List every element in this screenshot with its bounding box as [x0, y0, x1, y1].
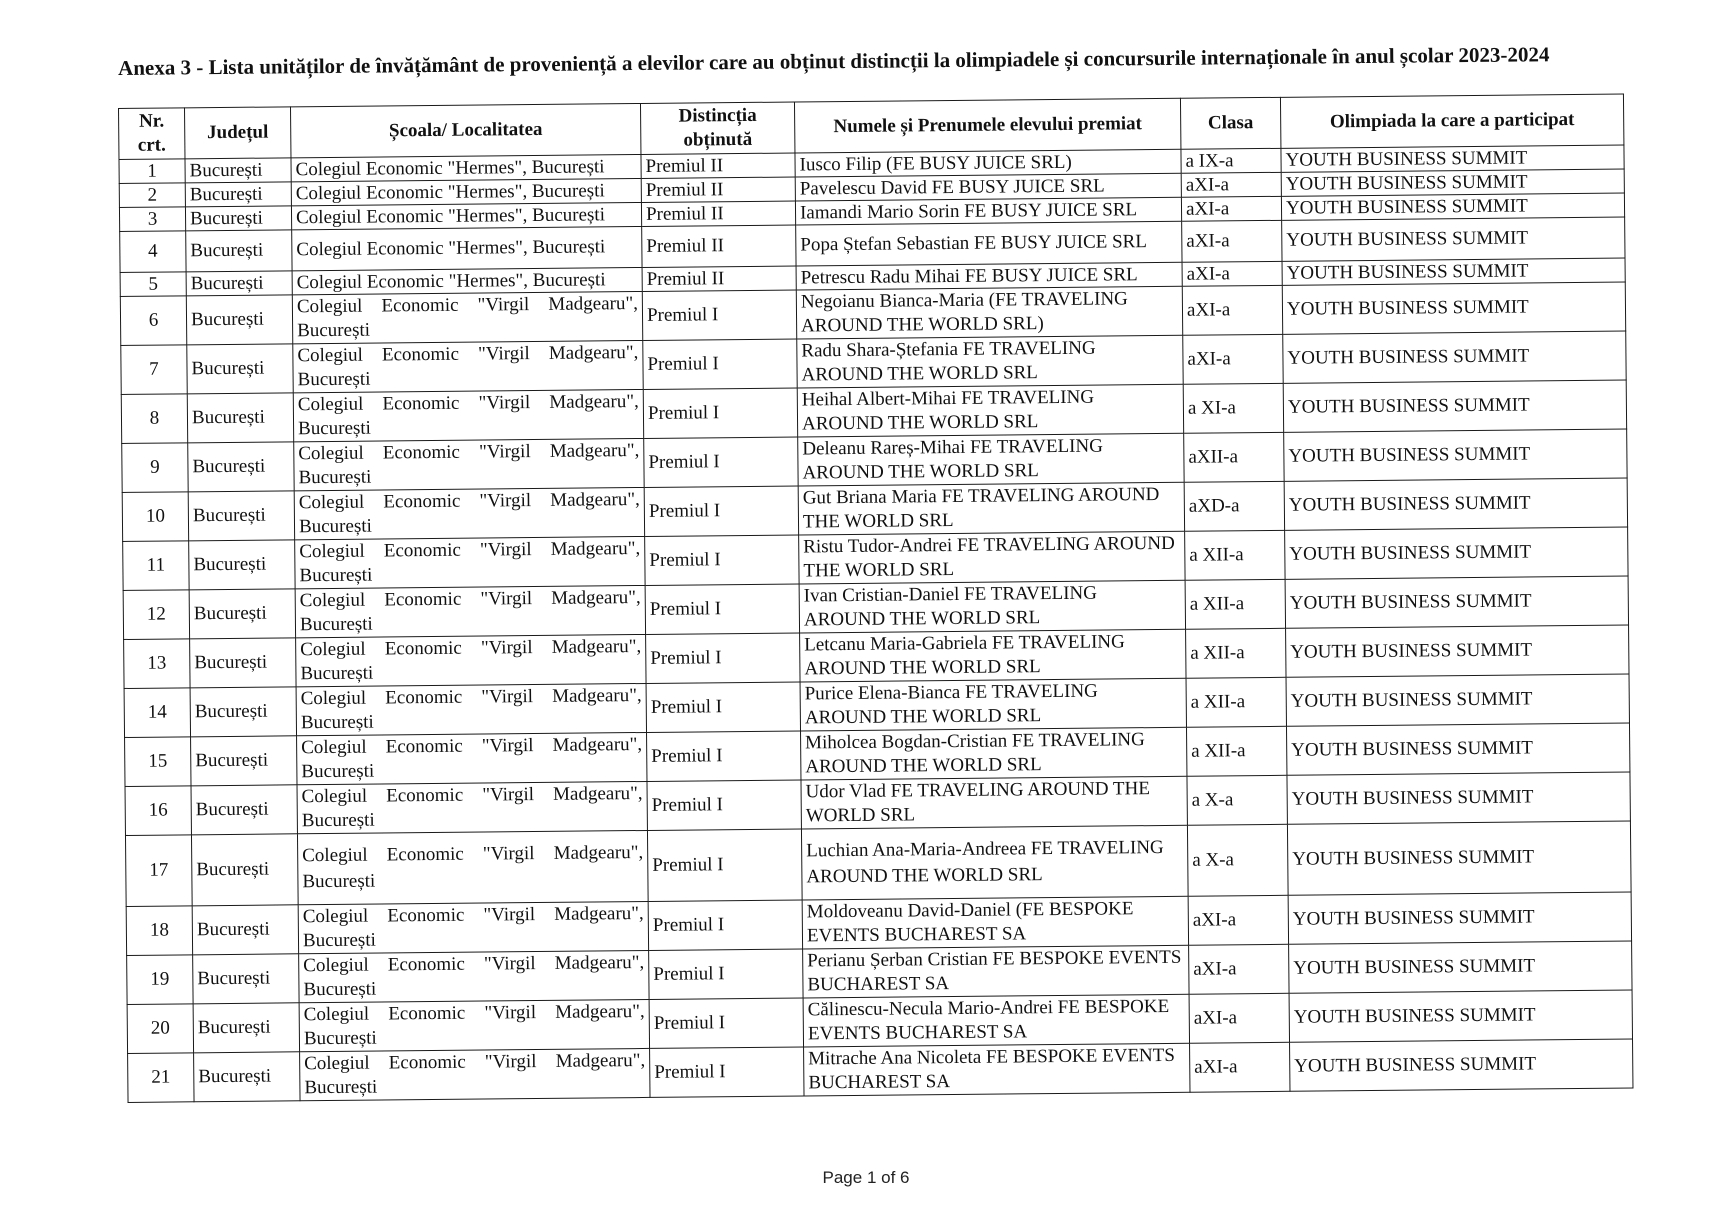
cell-nr: 3 [119, 207, 185, 232]
cell-judet: București [191, 736, 297, 786]
cell-clasa: a IX-a [1181, 148, 1281, 173]
cell-olimpiada: YOUTH BUSINESS SUMMIT [1286, 625, 1629, 677]
cell-olimpiada: YOUTH BUSINESS SUMMIT [1282, 282, 1625, 334]
cell-nume: Călinescu-Necula Mario-Andrei FE BESPOKE EVENTS BUCHAREST SA [803, 994, 1189, 1047]
cell-judet: București [186, 230, 292, 272]
table-body [119, 145, 1633, 1102]
cell-scoala: Colegiul Economic "Virgil Madgearu", București [295, 585, 645, 637]
cell-nume: Purice Elena-Bianca FE TRAVELING AROUND THE WORLD SRL [800, 678, 1186, 731]
cell-nume: Ristu Tudor-Andrei FE TRAVELING AROUND THE WORLD SRL [799, 531, 1185, 584]
cell-distinctia: Premiul II [641, 177, 795, 202]
cell-nume: Ivan Cristian-Daniel FE TRAVELING AROUND THE WORLD SRL [799, 580, 1185, 633]
cell-nume: Popa Ștefan Sebastian FE BUSY JUICE SRL [796, 221, 1182, 266]
cell-distinctia: Premiul I [642, 290, 796, 340]
cell-scoala: Colegiul Economic "Virgil Madgearu", București [296, 683, 646, 735]
cell-distinctia: Premiul II [642, 266, 796, 291]
cell-clasa: aXI-a [1183, 334, 1283, 384]
cell-judet: București [185, 158, 291, 183]
cell-judet: București [188, 491, 294, 541]
cell-nr: 17 [125, 835, 192, 907]
cell-distinctia: Premiul I [644, 486, 798, 536]
cell-olimpiada: YOUTH BUSINESS SUMMIT [1283, 380, 1626, 432]
cell-judet: București [185, 182, 291, 207]
cell-judet: București [193, 954, 299, 1004]
cell-judet: București [188, 442, 294, 492]
page-footer: Page 1 of 6 [822, 1168, 910, 1187]
cell-nume: Deleanu Rareș-Mihai FE TRAVELING AROUND THE WORLD SRL [798, 433, 1184, 486]
cell-judet: București [187, 344, 293, 394]
cell-clasa: aXI-a [1188, 895, 1288, 945]
cell-olimpiada: YOUTH BUSINESS SUMMIT [1289, 990, 1632, 1042]
header-distinctia: Distincția obținută [640, 102, 794, 154]
cell-clasa: aXI-a [1190, 1042, 1290, 1092]
cell-clasa: aXII-a [1184, 432, 1284, 482]
cell-judet: București [193, 1003, 299, 1053]
cell-scoala: Colegiul Economic "Virgil Madgearu", București [293, 389, 643, 441]
cell-nume: Udor Vlad FE TRAVELING AROUND THE WORLD SRL [801, 776, 1187, 829]
cell-distinctia: Premiul I [648, 900, 802, 950]
cell-scoala: Colegiul Economic "Virgil Madgearu", București [299, 950, 649, 1002]
cell-clasa: aXI-a [1182, 220, 1282, 262]
cell-clasa: a XII-a [1186, 677, 1286, 727]
cell-clasa: a X-a [1187, 824, 1288, 896]
cell-distinctia: Premiul I [650, 1047, 804, 1097]
cell-clasa: aXI-a [1181, 196, 1281, 221]
cell-nr: 6 [120, 296, 186, 346]
cell-distinctia: Premiul II [642, 225, 796, 267]
cell-olimpiada: YOUTH BUSINESS SUMMIT [1284, 429, 1627, 481]
cell-olimpiada: YOUTH BUSINESS SUMMIT [1284, 478, 1627, 530]
cell-olimpiada: YOUTH BUSINESS SUMMIT [1285, 576, 1628, 628]
cell-clasa: a XII-a [1186, 726, 1286, 776]
cell-judet: București [192, 905, 298, 955]
cell-nr: 10 [122, 492, 188, 542]
cell-distinctia: Premiul I [646, 682, 800, 732]
cell-distinctia: Premiul I [646, 633, 800, 683]
header-nr: Nr. crt. [119, 108, 185, 160]
cell-clasa: aXD-a [1184, 481, 1284, 531]
cell-nr: 11 [123, 541, 189, 591]
cell-clasa: aXI-a [1189, 993, 1289, 1043]
cell-clasa: a XI-a [1183, 383, 1283, 433]
cell-olimpiada: YOUTH BUSINESS SUMMIT [1287, 821, 1631, 895]
cell-clasa: a XII-a [1186, 628, 1286, 678]
cell-scoala: Colegiul Economic "Virgil Madgearu", București [295, 536, 645, 588]
cell-nume: Moldoveanu David-Daniel (FE BESPOKE EVENTS BUCHAREST SA [802, 896, 1188, 949]
cell-nume: Radu Shara-Ștefania FE TRAVELING AROUND THE WORLD SRL [797, 335, 1183, 388]
cell-scoala: Colegiul Economic "Virgil Madgearu", București [296, 634, 646, 686]
header-clasa: Clasa [1180, 97, 1280, 149]
cell-judet: București [191, 785, 297, 835]
cell-distinctia: Premiul I [643, 339, 797, 389]
cell-olimpiada: YOUTH BUSINESS SUMMIT [1281, 193, 1624, 220]
cell-scoala: Colegiul Economic "Virgil Madgearu", București [300, 1048, 650, 1100]
cell-nr: 15 [125, 737, 191, 787]
cell-scoala: Colegiul Economic "Virgil Madgearu", București [292, 291, 642, 343]
cell-nume: Gut Briana Maria FE TRAVELING AROUND THE WORLD SRL [798, 482, 1184, 535]
cell-judet: București [189, 540, 295, 590]
cell-scoala: Colegiul Economic "Virgil Madgearu", București [294, 487, 644, 539]
cell-nr: 20 [127, 1004, 193, 1054]
cell-nr: 5 [120, 272, 186, 297]
awards-table-container [118, 94, 1632, 1103]
cell-distinctia: Premiul I [647, 829, 802, 901]
cell-olimpiada: YOUTH BUSINESS SUMMIT [1286, 674, 1629, 726]
document-title: Anexa 3 - Lista unităților de învățământ de proveniență a elevilor care au obținut distincții la olimpiadele și concursurile internaționale în anul școlar 2023-2024 [118, 42, 1550, 80]
cell-olimpiada: YOUTH BUSINESS SUMMIT [1289, 941, 1632, 993]
cell-distinctia: Premiul I [649, 998, 803, 1048]
cell-nr: 16 [125, 786, 191, 836]
cell-nume: Pavelescu David FE BUSY JUICE SRL [795, 173, 1181, 201]
header-judet: Județul [185, 107, 291, 159]
cell-judet: București [194, 1052, 300, 1102]
cell-judet: București [189, 589, 295, 639]
cell-distinctia: Premiul II [641, 201, 795, 226]
cell-olimpiada: YOUTH BUSINESS SUMMIT [1282, 258, 1625, 285]
header-olimpiada: Olimpiada la care a participat [1280, 94, 1623, 148]
cell-clasa: a X-a [1187, 775, 1287, 825]
header-nume: Numele și Prenumele elevului premiat [794, 98, 1180, 153]
cell-nr: 13 [124, 639, 190, 689]
cell-judet: București [187, 393, 293, 443]
cell-distinctia: Premiul I [645, 535, 799, 585]
cell-nr: 21 [128, 1053, 194, 1103]
cell-nr: 2 [119, 183, 185, 208]
cell-clasa: a XII-a [1185, 530, 1285, 580]
cell-judet: București [186, 271, 292, 296]
cell-nume: Luchian Ana-Maria-Andreea FE TRAVELING AROUND THE WORLD SRL [801, 825, 1188, 900]
cell-nr: 9 [122, 443, 188, 493]
cell-judet: București [186, 295, 292, 345]
cell-distinctia: Premiul I [643, 388, 797, 438]
cell-nr: 1 [119, 159, 185, 184]
cell-judet: București [185, 206, 291, 231]
cell-nume: Iamandi Mario Sorin FE BUSY JUICE SRL [795, 197, 1181, 225]
cell-nr: 18 [126, 906, 192, 956]
cell-nume: Petrescu Radu Mihai FE BUSY JUICE SRL [796, 262, 1182, 290]
cell-scoala: Colegiul Economic "Virgil Madgearu", București [294, 438, 644, 490]
cell-judet: București [191, 834, 298, 906]
cell-scoala: Colegiul Economic "Hermes", București [292, 267, 642, 294]
cell-scoala: Colegiul Economic "Hermes", București [291, 202, 641, 229]
cell-nume: Iusco Filip (FE BUSY JUICE SRL) [795, 149, 1181, 177]
cell-olimpiada: YOUTH BUSINESS SUMMIT [1281, 169, 1624, 196]
cell-nr: 8 [121, 394, 187, 444]
cell-olimpiada: YOUTH BUSINESS SUMMIT [1281, 145, 1624, 172]
cell-clasa: aXI-a [1189, 944, 1289, 994]
cell-scoala: Colegiul Economic "Virgil Madgearu", București [297, 732, 647, 784]
cell-clasa: a XII-a [1185, 579, 1285, 629]
cell-scoala: Colegiul Economic "Hermes", București [291, 154, 641, 181]
cell-distinctia: Premiul I [647, 780, 801, 830]
cell-nume: Perianu Șerban Cristian FE BESPOKE EVENTS BUCHAREST SA [803, 945, 1189, 998]
cell-scoala: Colegiul Economic "Hermes", București [292, 226, 642, 270]
cell-judet: București [190, 687, 296, 737]
cell-nume: Heihal Albert-Mihai FE TRAVELING AROUND THE WORLD SRL [797, 384, 1183, 437]
cell-olimpiada: YOUTH BUSINESS SUMMIT [1290, 1039, 1633, 1091]
cell-olimpiada: YOUTH BUSINESS SUMMIT [1285, 527, 1628, 579]
cell-clasa: aXI-a [1182, 261, 1282, 286]
cell-nr: 12 [123, 590, 189, 640]
cell-scoala: Colegiul Economic "Hermes", București [291, 178, 641, 205]
cell-nr: 19 [127, 955, 193, 1005]
cell-clasa: aXI-a [1182, 285, 1282, 335]
cell-nume: Mitrache Ana Nicoleta FE BESPOKE EVENTS BUCHAREST SA [804, 1043, 1190, 1096]
cell-olimpiada: YOUTH BUSINESS SUMMIT [1282, 217, 1625, 261]
cell-scoala: Colegiul Economic "Virgil Madgearu", București [299, 999, 649, 1051]
cell-distinctia: Premiul I [649, 949, 803, 999]
cell-olimpiada: YOUTH BUSINESS SUMMIT [1287, 772, 1630, 824]
cell-judet: București [190, 638, 296, 688]
cell-scoala: Colegiul Economic "Virgil Madgearu", București [297, 781, 647, 833]
cell-clasa: aXI-a [1181, 172, 1281, 197]
cell-nume: Letcanu Maria-Gabriela FE TRAVELING AROUND THE WORLD SRL [800, 629, 1186, 682]
cell-distinctia: Premiul II [641, 153, 795, 178]
header-scoala: Școala/ Localitatea [290, 103, 640, 157]
cell-distinctia: Premiul I [645, 584, 799, 634]
awards-table [118, 94, 1633, 1103]
cell-scoala: Colegiul Economic "Virgil Madgearu", București [298, 901, 648, 953]
cell-olimpiada: YOUTH BUSINESS SUMMIT [1286, 723, 1629, 775]
cell-olimpiada: YOUTH BUSINESS SUMMIT [1288, 892, 1631, 944]
cell-nr: 7 [121, 345, 187, 395]
cell-nume: Negoianu Bianca-Maria (FE TRAVELING AROUND THE WORLD SRL) [796, 286, 1182, 339]
cell-nr: 4 [120, 231, 186, 273]
cell-scoala: Colegiul Economic "Virgil Madgearu", București [293, 340, 643, 392]
cell-nr: 14 [124, 688, 190, 738]
cell-olimpiada: YOUTH BUSINESS SUMMIT [1283, 331, 1626, 383]
cell-scoala: Colegiul Economic "Virgil Madgearu", București [297, 830, 648, 904]
cell-distinctia: Premiul I [647, 731, 801, 781]
cell-nume: Miholcea Bogdan-Cristian FE TRAVELING AROUND THE WORLD SRL [801, 727, 1187, 780]
cell-distinctia: Premiul I [644, 437, 798, 487]
